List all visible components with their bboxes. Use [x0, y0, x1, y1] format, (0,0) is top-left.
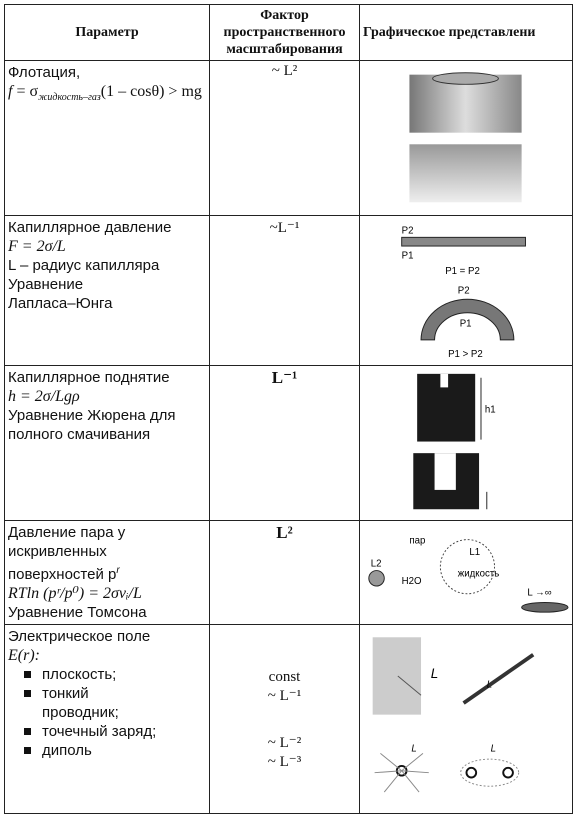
upper-notch [440, 374, 448, 388]
scale-value: L² [276, 523, 293, 543]
param-line: полного смачивания [8, 426, 151, 444]
graph-cell [360, 216, 573, 366]
graph-cell [360, 521, 573, 625]
list-item: диполь [24, 741, 206, 760]
param-title: Капиллярное давление [8, 219, 172, 236]
param-line: искривленных [8, 543, 107, 561]
scale-value: ~ L⁻² [267, 735, 302, 752]
point-charge [375, 753, 429, 792]
scale-value: ~ L² [271, 63, 298, 79]
scale-cell [210, 625, 360, 814]
label-l-b: L [490, 743, 497, 755]
param-line: L – радиус капилляра [8, 257, 160, 274]
header-param: Параметр [5, 5, 210, 61]
list-item: тонкий проводник; [24, 684, 144, 722]
header-row [5, 5, 573, 61]
parameters-table [4, 4, 573, 814]
scale-value: ~L⁻¹ [269, 220, 300, 236]
droplet-small [369, 571, 384, 586]
floating-object [433, 73, 499, 85]
label-linf: L →∞ [527, 587, 552, 599]
droplet-large [440, 540, 494, 594]
label-h1: h1 [484, 404, 496, 416]
graph-cell [360, 61, 573, 216]
flat-film [402, 237, 526, 246]
param-line: поверхностей $p^r$ [8, 565, 120, 584]
label-water: H2O [401, 576, 422, 588]
flat-liquid [522, 603, 568, 613]
graph-cell [360, 366, 573, 521]
param-formula: E(r): [8, 647, 40, 665]
lower-notch [435, 453, 456, 490]
label-p1-arc: P1 [459, 318, 472, 330]
label-l: L [430, 665, 439, 681]
dipole [461, 759, 519, 786]
label-p2-arc: P2 [457, 285, 470, 297]
flotation-figure [363, 63, 569, 213]
label-l-a: L [411, 743, 417, 755]
label-vapor: пар [409, 535, 426, 547]
label-liquid: жидкость [457, 568, 500, 580]
param-line: Уравнение Томсона [8, 604, 147, 622]
param-title: Флотация, [8, 64, 81, 81]
param-title: Капиллярное поднятие [8, 369, 170, 387]
label-l2: L2 [370, 558, 382, 570]
param-title: Электрическое поле [8, 628, 151, 646]
capillary-pressure-figure [363, 218, 569, 363]
label-l-small: L [486, 679, 493, 691]
param-line: Уравнение [8, 276, 84, 293]
label-equal: P1 = P2 [445, 266, 480, 278]
param-line: Уравнение Жюрена для [8, 407, 176, 425]
label-p1: P1 [401, 250, 414, 262]
row-vapor-pressure [5, 521, 573, 625]
lower-vessel [409, 144, 521, 202]
param-line: Лапласа–Юнга [8, 295, 113, 312]
row-electric-field [5, 625, 573, 814]
param-cell [5, 61, 210, 216]
scale-value: ~ L⁻³ [267, 754, 302, 771]
plane-charge [373, 637, 421, 714]
scale-cell [210, 216, 360, 366]
scale-cell [210, 61, 360, 216]
electric-field-figure [363, 627, 569, 811]
param-cell [5, 366, 210, 521]
param-formula: RTln (pʳ/p⁰) = 2σvᵢ/L [8, 585, 142, 603]
field-list [24, 665, 206, 760]
param-formula: F = 2σ/L [8, 238, 66, 255]
param-cell [5, 521, 210, 625]
list-item: плоскость; [24, 665, 206, 684]
thin-conductor [464, 655, 534, 703]
vapor-pressure-figure [363, 523, 569, 622]
capillary-rise-figure [363, 368, 569, 518]
label-p2: P2 [401, 225, 414, 237]
param-formula: h = 2σ/Lgρ [8, 388, 80, 406]
scale-cell [210, 366, 360, 521]
row-capillary-pressure [5, 216, 573, 366]
header-factor: Фактор пространственного масштабирования [210, 5, 360, 61]
header-graph: Графическое представлени [360, 5, 573, 61]
scale-value: const [268, 669, 301, 686]
row-flotation [5, 61, 573, 216]
scale-cell [210, 521, 360, 625]
param-cell [5, 625, 210, 814]
list-item: точечный заряд; [24, 722, 206, 741]
param-cell [5, 216, 210, 366]
scale-value: ~ L⁻¹ [267, 688, 302, 705]
label-greater: P1 > P2 [448, 349, 483, 361]
scale-value: L⁻¹ [271, 368, 298, 388]
param-title: Давление пара у [8, 524, 126, 542]
param-formula: $f = \sigma_{жидкость-газ}(1 - \cos\theta)$ > mg [8, 83, 202, 104]
row-capillary-rise [5, 366, 573, 521]
label-l1: L1 [469, 547, 481, 559]
graph-cell [360, 625, 573, 814]
